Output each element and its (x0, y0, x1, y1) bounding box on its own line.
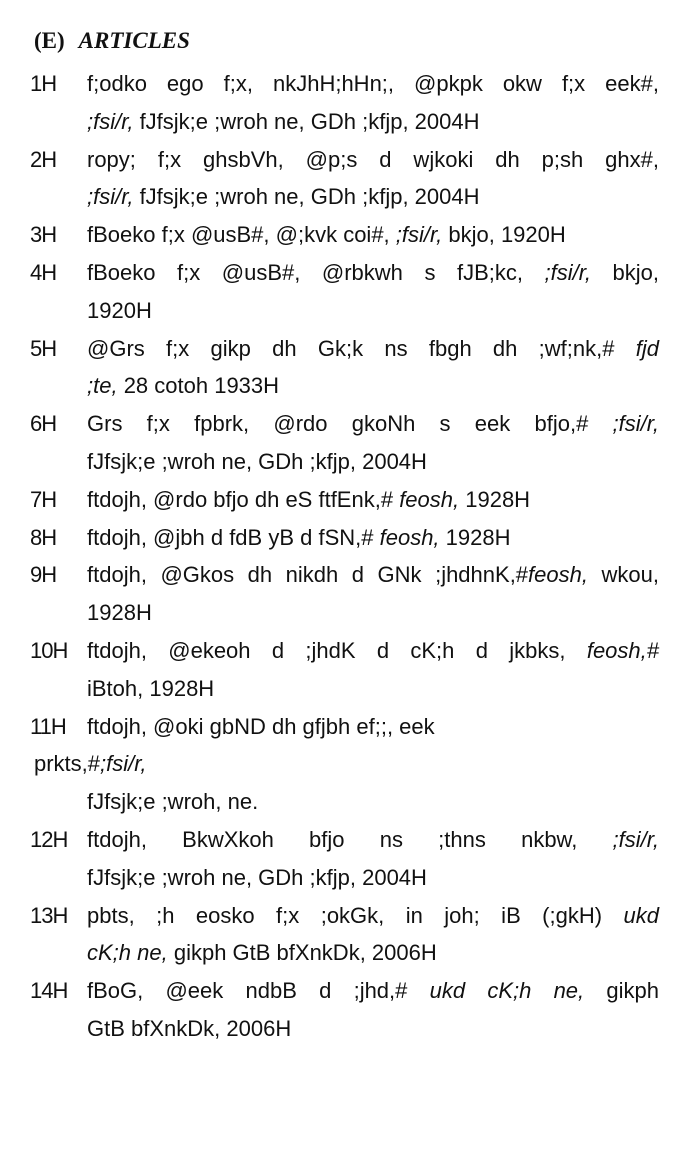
entry-line (87, 181, 659, 213)
citation-text: ftdojh, @oki gbND dh gfjbh ef;;, eek (87, 713, 435, 739)
italic-source-text: ;fsi/r, (100, 751, 147, 777)
entry-line (87, 1013, 659, 1045)
citation-text: fJfsjk;e ;wroh ne, GDh ;kfjp, 2004H (133, 184, 480, 210)
entry-line (87, 559, 659, 591)
italic-source-text: fjd (635, 335, 659, 361)
citation-text: wkou, (587, 562, 659, 588)
entry-line (87, 522, 659, 554)
italic-source-text: ukd (623, 902, 659, 928)
entry-number: 6H (30, 411, 57, 437)
italic-source-text: feosh, (399, 486, 460, 512)
citation-text: fJfsjk;e ;wroh ne, GDh ;kfjp, 2004H (87, 864, 427, 890)
italic-source-text: cK;h ne, (87, 940, 168, 966)
citation-text: @Grs f;x gikp dh Gk;k ns fbgh dh ;wf;nk,# (87, 335, 636, 361)
entry-line (87, 370, 659, 402)
italic-source-text: ;fsi/r, (87, 184, 134, 210)
entry-number: 10H (30, 638, 68, 663)
entry-number: 3H (30, 222, 57, 248)
citation-text: Grs f;x fpbrk, @rdo gkoNh s eek bfjo,# (87, 411, 613, 437)
entry-number: 8H (30, 524, 57, 550)
citation-text: gikph (584, 978, 659, 1004)
section-label: (E) (34, 28, 65, 53)
citation-text: fJfsjk;e ;wroh, ne. (87, 789, 259, 815)
entry-line (87, 333, 659, 365)
citation-text: ropy; f;x ghsbVh, @p;s d wjkoki dh p;sh ghx#, (87, 146, 659, 172)
italic-source-text: feosh, (379, 524, 440, 550)
entry-line (87, 408, 659, 440)
citation-text: fJfsjk;e ;wroh ne, GDh ;kfjp, 2004H (87, 449, 427, 474)
entry-line (87, 824, 659, 856)
entry-line (87, 673, 659, 705)
entry-line (87, 68, 659, 100)
section-title: ARTICLES (78, 28, 190, 53)
citation-text: ftdojh, @ekeoh d ;jhdK d cK;h d jkbks, (87, 638, 587, 663)
entry-number: 9H (30, 562, 57, 588)
entry-number: 1H (30, 71, 57, 96)
entry-line (87, 484, 659, 516)
citation-text: 1920H (87, 297, 152, 323)
citation-text: bkjo, 1920H (442, 222, 566, 248)
entry-number: 5H (30, 335, 57, 361)
italic-source-text: ;fsi/r, (612, 827, 659, 852)
citation-text: GtB bfXnkDk, 2006H (87, 1016, 292, 1041)
entry-line (87, 597, 659, 629)
entry-line (87, 106, 659, 138)
entry-line (87, 786, 659, 818)
entry-line (87, 711, 659, 743)
citation-text: 1928H (439, 524, 511, 550)
italic-source-text: ;fsi/r, (395, 222, 443, 248)
citation-text: ftdojh, BkwXkoh bfjo ns ;thns nkbw, (87, 827, 613, 852)
citation-text: fBoeko f;x @usB#, @;kvk coi#, (87, 222, 396, 248)
entry-number: 14H (30, 978, 68, 1004)
italic-source-text: ;fsi/r, (87, 108, 134, 134)
entry-line (34, 748, 606, 780)
entry-line (87, 975, 659, 1007)
entry-line (87, 446, 659, 478)
citation-text: gikph GtB bfXnkDk, 2006H (167, 940, 437, 966)
italic-source-text: ;fsi/r, (544, 260, 591, 285)
citation-text: fBoG, @eek ndbB d ;jhd,# (87, 978, 430, 1004)
citation-text: ftdojh, @rdo bfjo dh eS ftfEnk,# (87, 486, 400, 512)
entry-line (87, 635, 659, 667)
citation-text: iBtoh, 1928H (87, 675, 215, 701)
citation-text: 1928H (459, 486, 531, 512)
italic-source-text: ;te, (87, 373, 118, 399)
citation-text: pbts, ;h eosko f;x ;okGk, in joh; iB (;gkH) (87, 902, 624, 928)
entry-line (87, 219, 659, 251)
citation-text: ftdojh, @jbh d fdB yB d fSN,# (87, 524, 380, 550)
entry-line (87, 144, 659, 176)
citation-text: ftdojh, @Gkos dh nikdh d GNk ;jhdhnK,# (87, 562, 529, 588)
section-heading (34, 28, 190, 54)
entry-number: 7H (30, 486, 57, 512)
citation-text: 28 cotoh 1933H (117, 373, 280, 399)
citation-text: fBoeko f;x @usB#, @rbkwh s fJB;kc, (87, 260, 545, 285)
entry-number: 11H (30, 713, 66, 739)
entry-number: 13H (30, 902, 68, 928)
citation-text: prkts,# (34, 751, 101, 777)
citation-text: bkjo, (590, 260, 659, 285)
citation-text: fJfsjk;e ;wroh ne, GDh ;kfjp, 2004H (133, 108, 480, 134)
entry-number: 4H (30, 260, 57, 285)
citation-text: f;odko ego f;x, nkJhH;hHn;, @pkpk okw f;x eek#, (87, 71, 659, 96)
entry-line (87, 295, 659, 327)
italic-source-text: feosh,# (586, 638, 659, 663)
entry-number: 2H (30, 146, 57, 172)
entry-line (87, 862, 659, 894)
entry-number: 12H (30, 827, 68, 852)
italic-source-text: ukd cK;h ne, (429, 978, 585, 1004)
entry-line (87, 937, 659, 969)
entry-line (87, 257, 659, 289)
italic-source-text: feosh, (528, 562, 588, 588)
citation-text: 1928H (87, 600, 152, 626)
italic-source-text: ;fsi/r, (612, 411, 659, 437)
entry-line (87, 900, 659, 932)
